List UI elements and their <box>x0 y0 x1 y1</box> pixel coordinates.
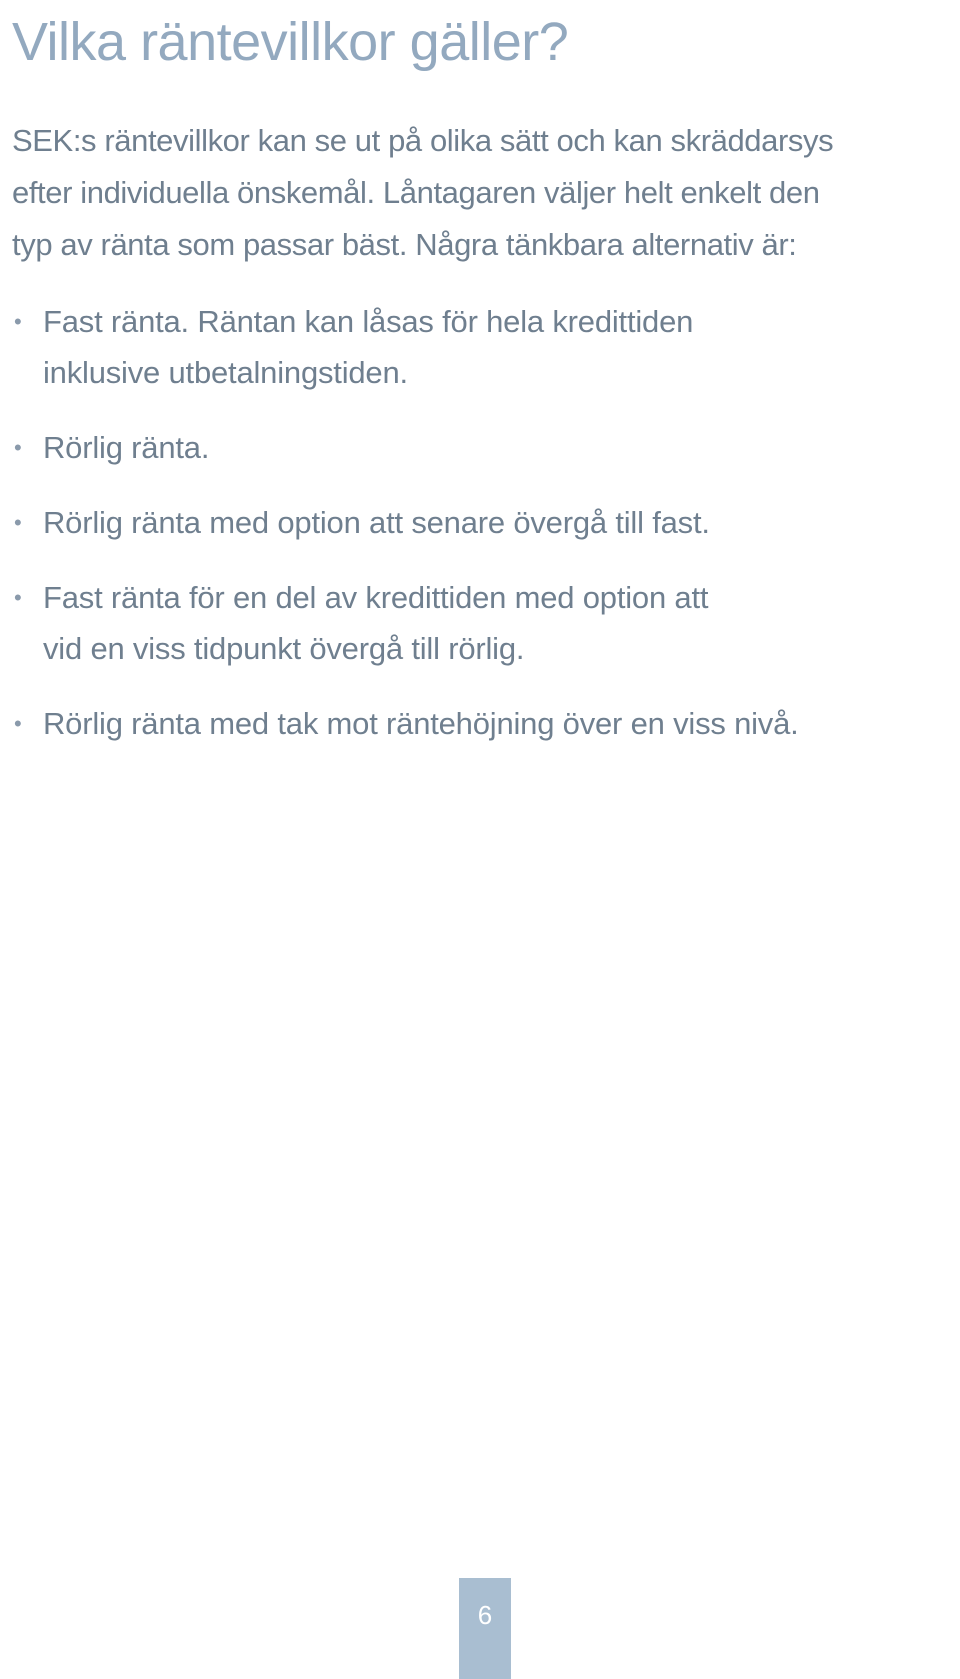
intro-paragraph <box>12 115 947 271</box>
bullet-icon: • <box>14 435 22 460</box>
list-item-line: Fast ränta. Räntan kan låsas för hela kredittiden <box>43 304 694 339</box>
list-item <box>0 572 960 674</box>
intro-line: efter individuella önskemål. Låntagaren väljer helt enkelt den <box>12 175 820 210</box>
bullet-icon: • <box>14 585 22 610</box>
intro-line: typ av ränta som passar bäst. Några tänkbara alternativ är: <box>12 227 797 262</box>
intro-line: SEK:s räntevillkor kan se ut på olika sätt och kan skräddarsys <box>12 123 834 158</box>
list-item-line: Rörlig ränta med option att senare övergå till fast. <box>43 505 710 540</box>
list-item <box>0 497 960 548</box>
bullet-icon: • <box>14 711 22 736</box>
list-item-line: Rörlig ränta med tak mot räntehöjning över en viss nivå. <box>43 706 799 741</box>
page-number-tab <box>459 1578 511 1679</box>
list-item-line: Fast ränta för en del av kredittiden med option att <box>43 580 709 615</box>
list-item-line: inklusive utbetalningstiden. <box>43 355 408 390</box>
list-item-line: Rörlig ränta. <box>43 430 210 465</box>
interest-options-list <box>0 296 960 773</box>
bullet-icon: • <box>14 309 22 334</box>
page-number: 6 <box>477 1600 493 1630</box>
list-item <box>0 296 960 398</box>
list-item <box>0 698 960 749</box>
page-title: Vilka räntevillkor gäller? <box>12 12 569 72</box>
list-item-line: vid en viss tidpunkt övergå till rörlig. <box>43 631 525 666</box>
list-item <box>0 422 960 473</box>
bullet-icon: • <box>14 510 22 535</box>
